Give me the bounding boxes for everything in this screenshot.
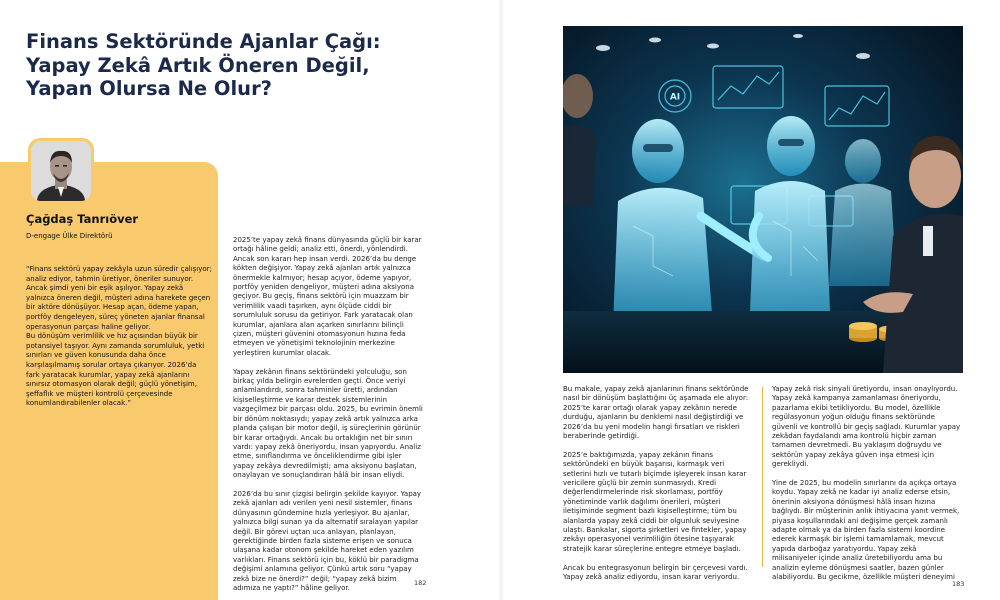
quote-paragraph-1: “Finans sektörü yapay zekâyla uzun süredir çalışıyor; analiz ediyor, tahmin üretiyor, öneriler sunuyor. Ancak şimdi yeni bir eşik aşılıyor. Yapay zekâ yalnızca öneren değil, müşteri adına harekete geçen bir aktöre dönüşüyor. Hesap açan, ödeme yapan, portföy dengeleyen, süreç yöneten ajanlar finansal operasyonun parçası haline geliyor.	[26, 265, 212, 331]
ai-badge-text: AI	[669, 92, 681, 103]
col3-paragraph-2: Yine de 2025, bu modelin sınırlarını da açıkça ortaya koydu. Yapay zekâ ne kadar iyi analiz ederse etsin, önerinin aksiyona dönüşmesi hâlâ insan hızına bağlıydı. Bir müşterinin anlık ihtiyacına yanıt vermek, piyasa koşullarındaki ani değişime gerçek zamanlı adapte olmak ya da birden fazla sistemi koordine ederek karmaşık bir işlemi tamamlamak, mevcut yapıda darboğaz yaratıyordu. Yapay zekâ milisaniyeler içinde analiz üretebiliyordu ama bu analizin eyleme dönüşmesi saatler, bazen günler alabiliyordu. Bu gecikme, özellikle müşteri deneyimi	[772, 479, 960, 582]
page-gutter	[498, 0, 504, 600]
author-quote	[26, 265, 212, 409]
article-title	[26, 30, 406, 101]
col2-paragraph-2: 2025’e baktığımızda, yapay zekânın finans sektöründeki en büyük başarısı, karmaşık veri setlerini hızlı ve tutarlı biçimde işleyerek insan karar vericilere güçlü bir zemin sunmasıydı. Kredi değerlendirmelerinde risk skorlaması, portföy yönetiminde varlık dağılımı önerileri, müşteri iletişiminde segment bazlı kişiselleştirme; tüm bu alanlarda yapay zekâ ciddi bir olgunluk seviyesine ulaştı. Bankalar, sigorta şirketleri ve fintekler, yapay zekâyı operasyonel verimliliğin ötesine taşıyarak stratejik karar süreçlerine entegre etmeye başladı.	[563, 450, 747, 553]
col1-paragraph-1: 2025’te yapay zekâ finans dünyasında güçlü bir karar ortağı hâline geldi; analiz etti, önerdi, yönlendirdi. Ancak son kararı hep insan verdi. 2026’da bu denge kökten değişiyor. Yapay zekâ ajanları artık yalnızca önermekle kalmıyor; hesap açıyor, ödeme yapıyor, portföy yeniden dengeliyor, müşteri adına aksiyona geçiyor. Bu geçiş, finans sektörü için muazzam bir verimlilik vaadi taşırken, aynı ölçüde ciddi bir sorumluluk sorusu da getiriyor. Fark yaratacak olan kurumlar, ajanlara alan açarken sınırlarını bilinçli çizen, müşteri güvenini otomasyonun hızına feda etmeyen ve yönetişimi teknolojinin merkezine yerleştiren kurumlar olacak.	[233, 236, 422, 357]
author-photo	[28, 138, 94, 204]
col1-paragraph-3: 2026’da bu sınır çizgisi belirgin şekilde kayıyor. Yapay zekâ ajanları adı verilen yeni nesil sistemler, finans dünyasının gündemine hızla yerleşiyor. Bu ajanlar, yalnızca bilgi sunan ya da alternatif sıralayan yapılar değil. Bir görevi uçtan uca anlayan, planlayan, gerektiğinde birden fazla sisteme erişen ve sonuca ulaşana kadar otonom şekilde hareket eden yazılım varlıkları. Finans sektörü için bu, köklü bir paradigma değişimi anlamına geliyor. Çünkü artık soru “yapay zekâ bize ne önerdi?” değil; “yapay zekâ bizim adımıza ne yaptı?” hâline geliyor.	[233, 489, 422, 592]
author-role: D-engage Ülke Direktörü	[26, 232, 113, 240]
body-column-2	[563, 385, 753, 592]
title-line-3: Yapan Olursa Ne Olur?	[26, 77, 272, 100]
title-line-2: Yapay Zekâ Artık Öneren Değil,	[26, 53, 370, 77]
author-name: Çağdaş Tanrıöver	[26, 212, 139, 226]
body-column-1	[233, 236, 425, 600]
column-divider	[762, 387, 763, 567]
hero-illustration	[563, 26, 963, 373]
page-number-right: 183	[952, 580, 965, 588]
ai-robots-finance-illustration-icon	[563, 26, 963, 373]
body-column-3	[772, 385, 965, 592]
col1-paragraph-2: Yapay zekânın finans sektöründeki yolculuğu, son birkaç yılda belirgin evrelerden geçti. Önce veriyi anlamlandırdı, sonra tahminler üretti, ardından kişiselleştirme ve karar destek sistemlerinin vazgeçilmez bir parçası oldu. 2025, bu evrimin önemli bir dönüm noktasıydı; yapay zekâ artık yalnızca arka planda çalışan bir motor değil, iş süreçlerinin görünür bir karar ortağıydı. Ancak bu ortaklığın net bir sınırı vardı: yapay zekâ öneriyordu, insan yapıyordu. Analiz etme, sınıflandırma ve önceliklendirme gibi işler yapay zekâya devredilmişti; ama aksiyonu başlatan, onaylayan ve sonuçlandıran hâlâ bir insan eliydi.	[233, 367, 423, 480]
page-number-left: 182	[414, 579, 427, 587]
col2-paragraph-3: Ancak bu entegrasyonun belirgin bir çerçevesi vardı. Yapay zekâ analiz ediyordu, insan karar veriyordu.	[563, 563, 748, 582]
author-portrait-icon	[31, 141, 91, 201]
col3-paragraph-1: Yapay zekâ risk sinyali üretiyordu, insan onaylıyordu. Yapay zekâ kampanya zamanlaması öneriyordu, pazarlama ekibi tetikliyordu. Bu model, özellikle regülasyonun yoğun olduğu finans sektöründe güvenli ve kontrollü bir geçiş sağladı. Kurumlar yapay zekâdan faydalandı ama kontrolü hiçbir zaman tamamen devretmedi. Bu yaklaşım doğruydu ve sektörün yapay zekâya güven inşa etmesi için gerekliydi.	[772, 385, 961, 469]
col2-paragraph-1: Bu makale, yapay zekâ ajanlarının finans sektöründe nasıl bir dönüşüm başlattığını üç aşamada ele alıyor: 2025’te karar ortağı olarak yapay zekânın nerede durduğu, ajanların bu denklemi nasıl değiştirdiği ve 2026’da bu yeni modelin hangi fırsatları ve riskleri beraberinde getirdiği.	[563, 385, 749, 441]
quote-paragraph-2: Bu dönüşüm verimlilik ve hız açısından büyük bir potansiyel taşıyor. Aynı zamanda sorumluluk, yetki sınırları ve güven konusunda daha önce karşılaşılmamış sorular ortaya çıkarıyor. 2026’da fark yaratacak kurumlar, yapay zekâ ajanlarını sınırsız otomasyon olarak değil; güçlü yönetişim, şeffaflık ve müşteri kontrolü çerçevesinde konumlandırabilenler olacak.”	[26, 332, 205, 408]
title-line-1: Finans Sektöründe Ajanlar Çağı:	[26, 30, 381, 53]
